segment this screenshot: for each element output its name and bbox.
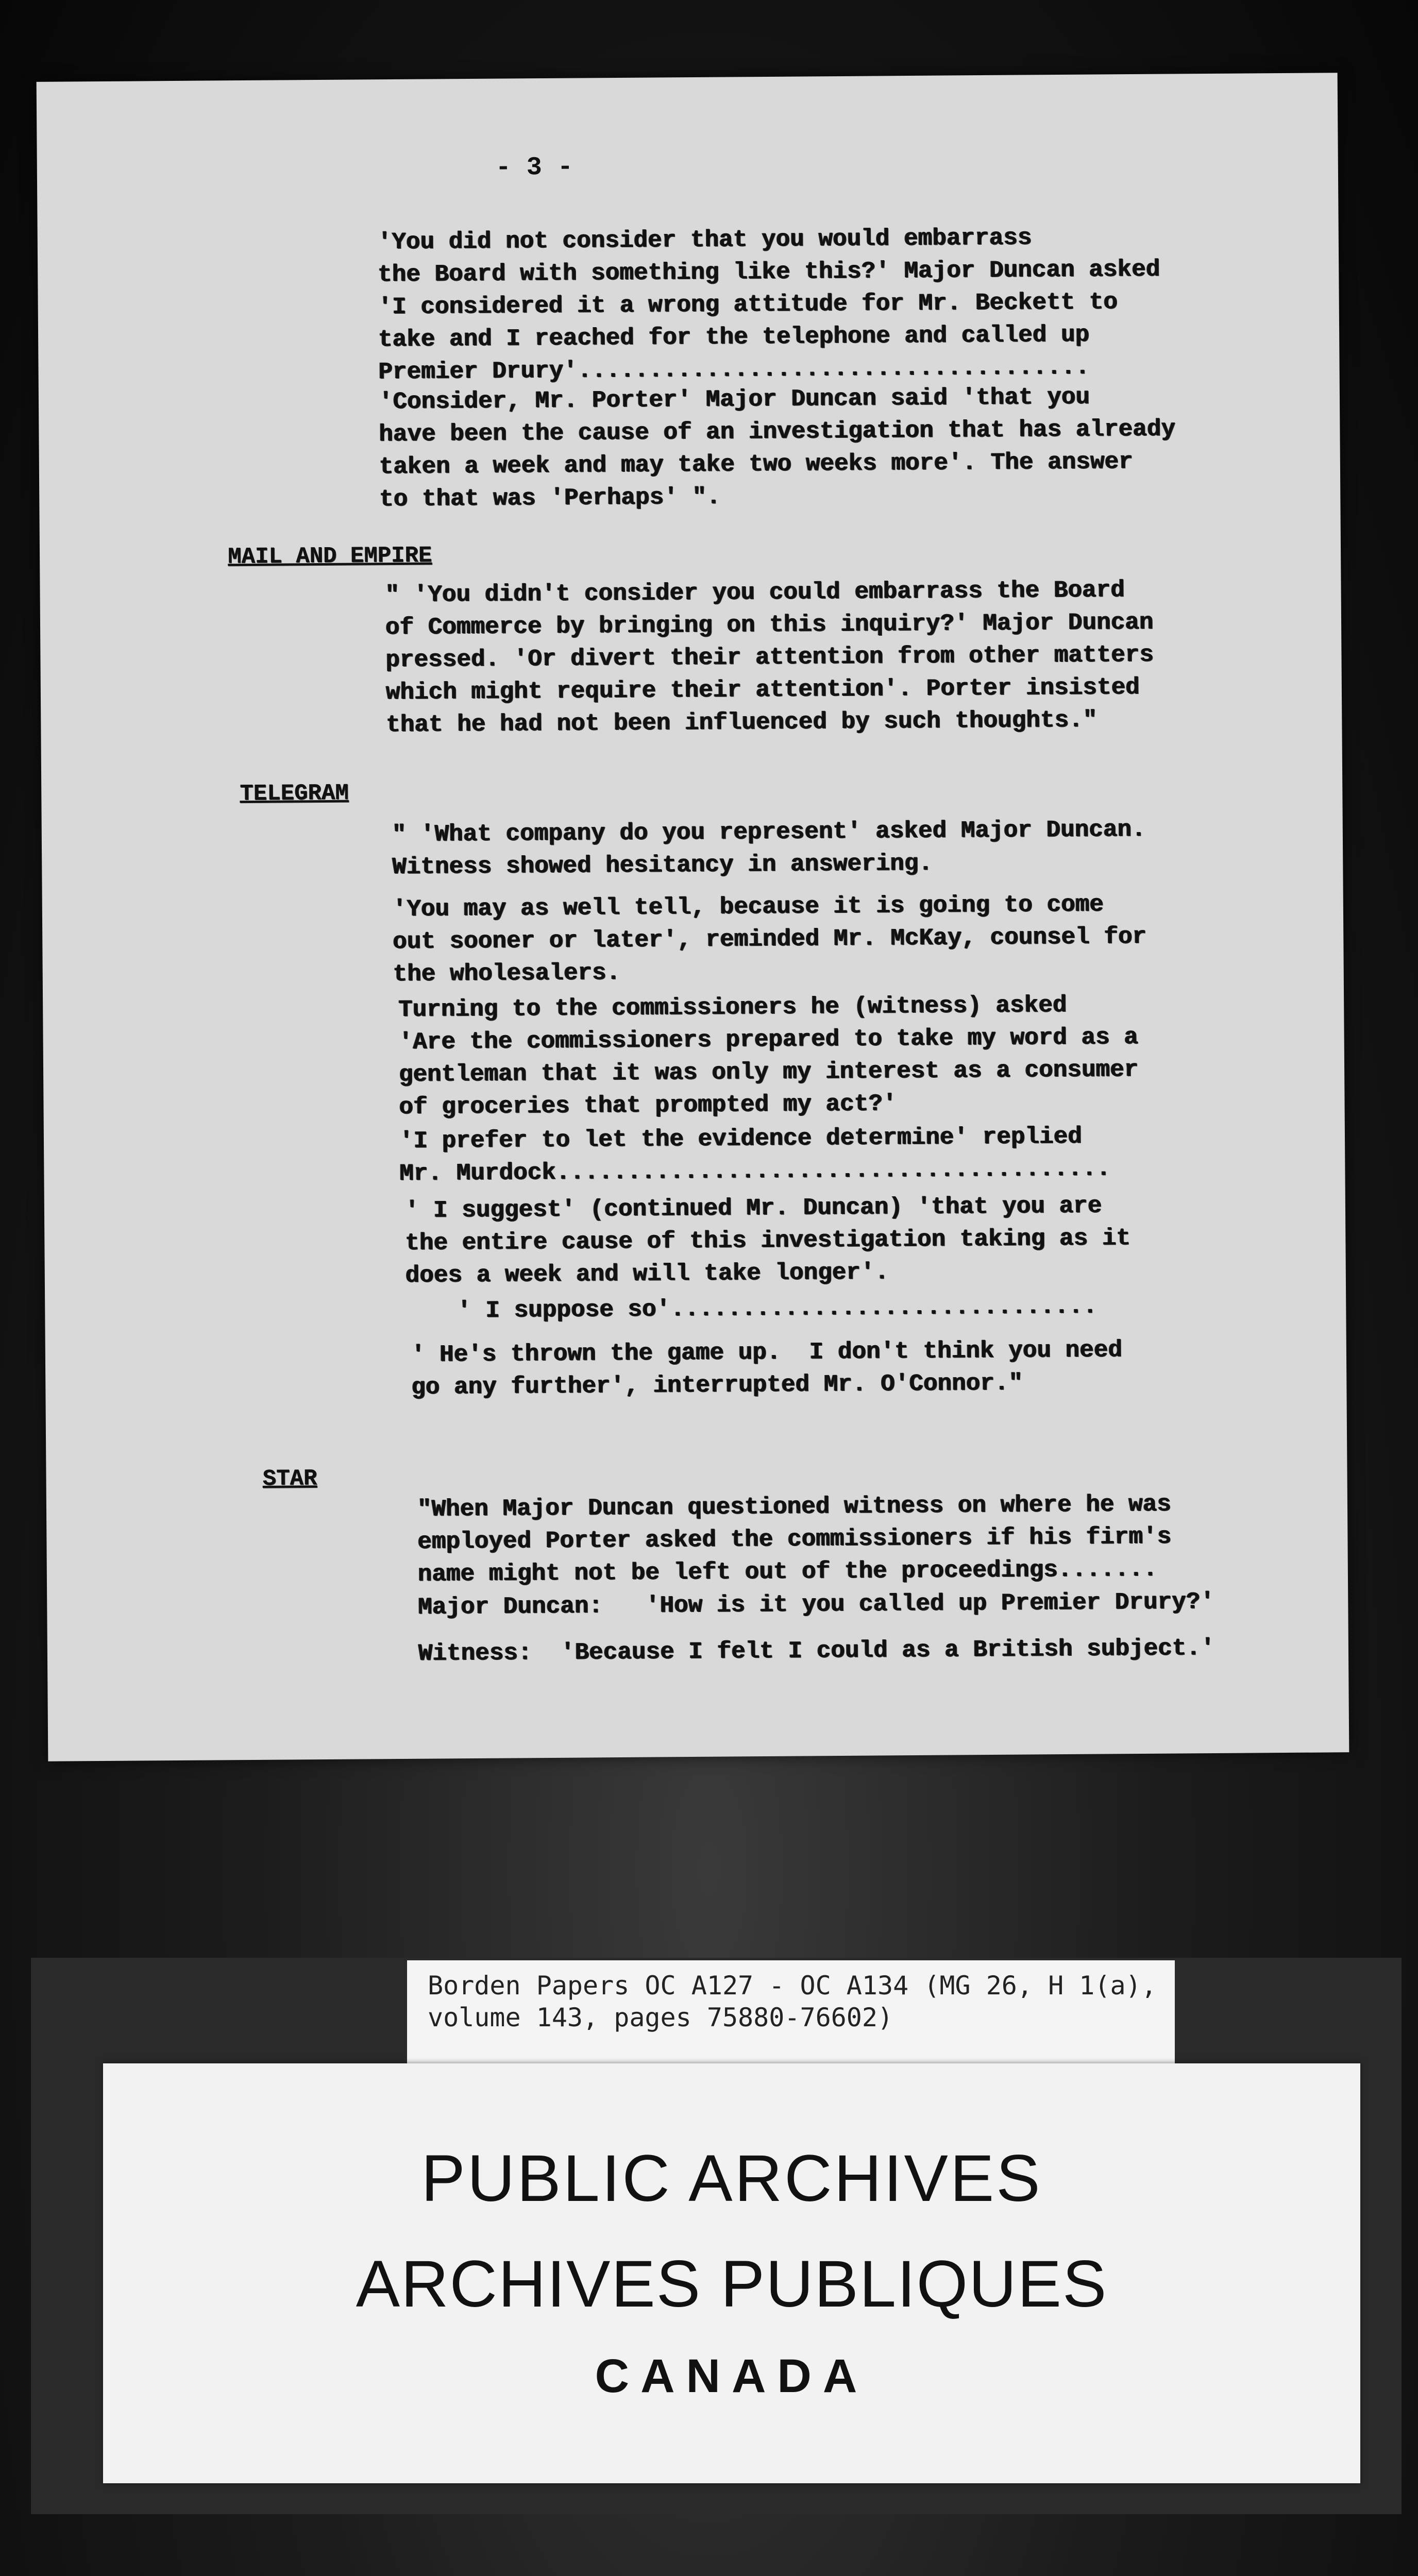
paragraph-2: 'Consider, Mr. Porter' Major Duncan said 'that you have been the cause of an investigation that has already taken a week and may take two weeks more'. The answer to that was 'Perhaps' ". [378, 383, 1176, 513]
paragraph-13: Witness: 'Because I felt I could as a British subject.' [418, 1634, 1215, 1667]
typewritten-page [37, 73, 1349, 1761]
paragraph-1: 'You did not consider that you would embarrass the Board with something like this?' Major Duncan asked 'I considered it a wrong attitude for Mr. Beckett to take and I reached for the telephone and called up Premier Drury'.................................... [377, 224, 1160, 386]
paragraph-12: Major Duncan: 'How is it you called up Premier Drury?' [418, 1588, 1215, 1621]
heading-telegram: TELEGRAM [240, 780, 349, 807]
source-citation: Borden Papers OC A127 - OC A134 (MG 26, H 1(a), volume 143, pages 75880-76602) [428, 1971, 1157, 2032]
heading-star: STAR [262, 1466, 317, 1492]
paragraph-10: ' He's thrown the game up. I don't think you need go any further', interrupted Mr. O'Connor." [411, 1336, 1123, 1401]
page-number: - 3 - [495, 152, 573, 183]
heading-mail-and-empire: MAIL AND EMPIRE [227, 543, 432, 570]
source-label [407, 1960, 1175, 2066]
paragraph-8: ' I suggest' (continued Mr. Duncan) 'that you are the entire cause of this investigation taking as it does a week and will take longer'. [404, 1192, 1131, 1289]
archives-card [103, 2063, 1360, 2483]
paragraph-4: " 'What company do you represent' asked Major Duncan. Witness showed hesitancy in answering. [392, 816, 1146, 881]
paragraph-9: ' I suppose so'.............................. [457, 1293, 1098, 1325]
paragraph-3: " 'You didn't consider you could embarrass the Board of Commerce by bringing on this inquiry?' Major Duncan pressed. 'Or divert their attention from other matters which might require their attention'. Porter insisted that he had not been influenced by such thoughts." [385, 577, 1154, 739]
paragraph-5: 'You may as well tell, because it is going to come out sooner or later', reminded Mr. McKay, counsel for the wholesalers. [392, 891, 1147, 988]
archives-line-english: PUBLIC ARCHIVES [421, 2142, 1042, 2215]
paragraph-11: "When Major Duncan questioned witness on where he was employed Porter asked the commissioners if his firm's name might not be left out of the proceedings....... [417, 1490, 1172, 1588]
archives-line-french: ARCHIVES PUBLIQUES [356, 2247, 1108, 2321]
paragraph-7: 'I prefer to let the evidence determine' replied Mr. Murdock....................................... [399, 1123, 1111, 1187]
paragraph-6: Turning to the commissioners he (witness) asked 'Are the commissioners prepared to take my word as a gentleman that it was only my interest as a consumer of groceries that prompted my act?' [398, 991, 1139, 1121]
archives-country: CANADA [595, 2350, 869, 2402]
